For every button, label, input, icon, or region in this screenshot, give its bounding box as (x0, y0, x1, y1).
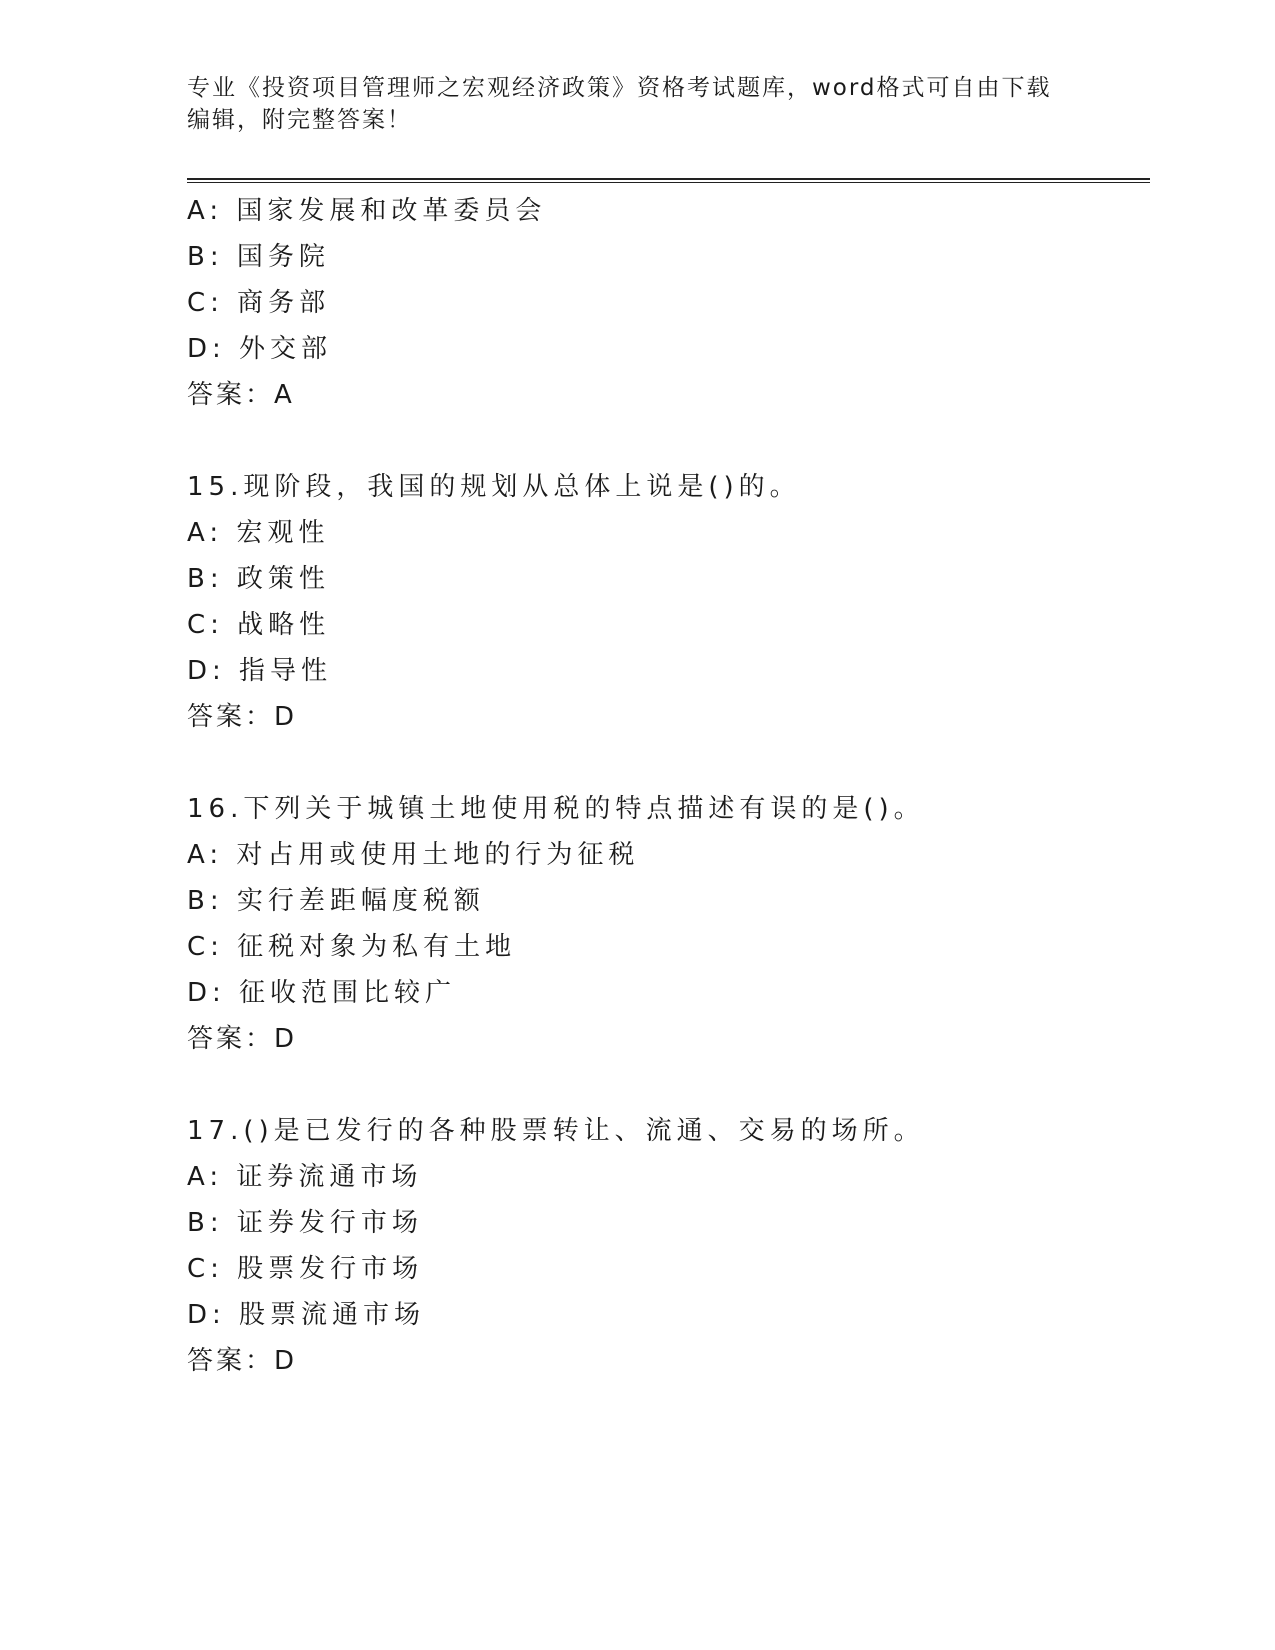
answer-line: 答案：A (187, 380, 295, 410)
option-a: A: 对占用或使用土地的行为征税 (187, 840, 640, 870)
spacer (187, 418, 1147, 464)
option-b: B: 证券发行市场 (187, 1208, 423, 1238)
question-block-15 (187, 464, 1147, 740)
question-text: 15.现阶段，我国的规划从总体上说是()的。 (187, 472, 801, 502)
option-d: D: 征收范围比较广 (187, 978, 457, 1008)
option-a: A: 国家发展和改革委员会 (187, 196, 547, 226)
spacer (187, 740, 1147, 786)
option-c: C: 征税对象为私有土地 (187, 932, 517, 962)
option-b: B: 实行差距幅度税额 (187, 886, 485, 916)
option-a: A: 证券流通市场 (187, 1162, 423, 1192)
document-header: 专业《投资项目管理师之宏观经济政策》资格考试题库，word格式可自由下载编辑，附完整答案！ (187, 75, 1052, 133)
question-text: 16.下列关于城镇土地使用税的特点描述有误的是()。 (187, 794, 925, 824)
option-c: C: 股票发行市场 (187, 1254, 424, 1284)
question-block-14 (187, 188, 1147, 418)
spacer (187, 1062, 1147, 1108)
answer-line: 答案：D (187, 1346, 298, 1376)
option-b: B: 国务院 (187, 242, 330, 272)
question-block-17 (187, 1108, 1147, 1384)
question-block-16 (187, 786, 1147, 1062)
question-text: 17.()是已发行的各种股票转让、流通、交易的场所。 (187, 1116, 925, 1146)
answer-line: 答案：D (187, 702, 298, 732)
answer-line: 答案：D (187, 1024, 298, 1054)
option-d: D: 指导性 (187, 656, 333, 686)
option-a: A: 宏观性 (187, 518, 330, 548)
option-c: C: 商务部 (187, 288, 331, 318)
option-c: C: 战略性 (187, 610, 331, 640)
option-b: B: 政策性 (187, 564, 330, 594)
question-list (187, 188, 1147, 1384)
option-d: D: 外交部 (187, 334, 333, 364)
option-d: D: 股票流通市场 (187, 1300, 426, 1330)
header-divider (187, 178, 1150, 183)
